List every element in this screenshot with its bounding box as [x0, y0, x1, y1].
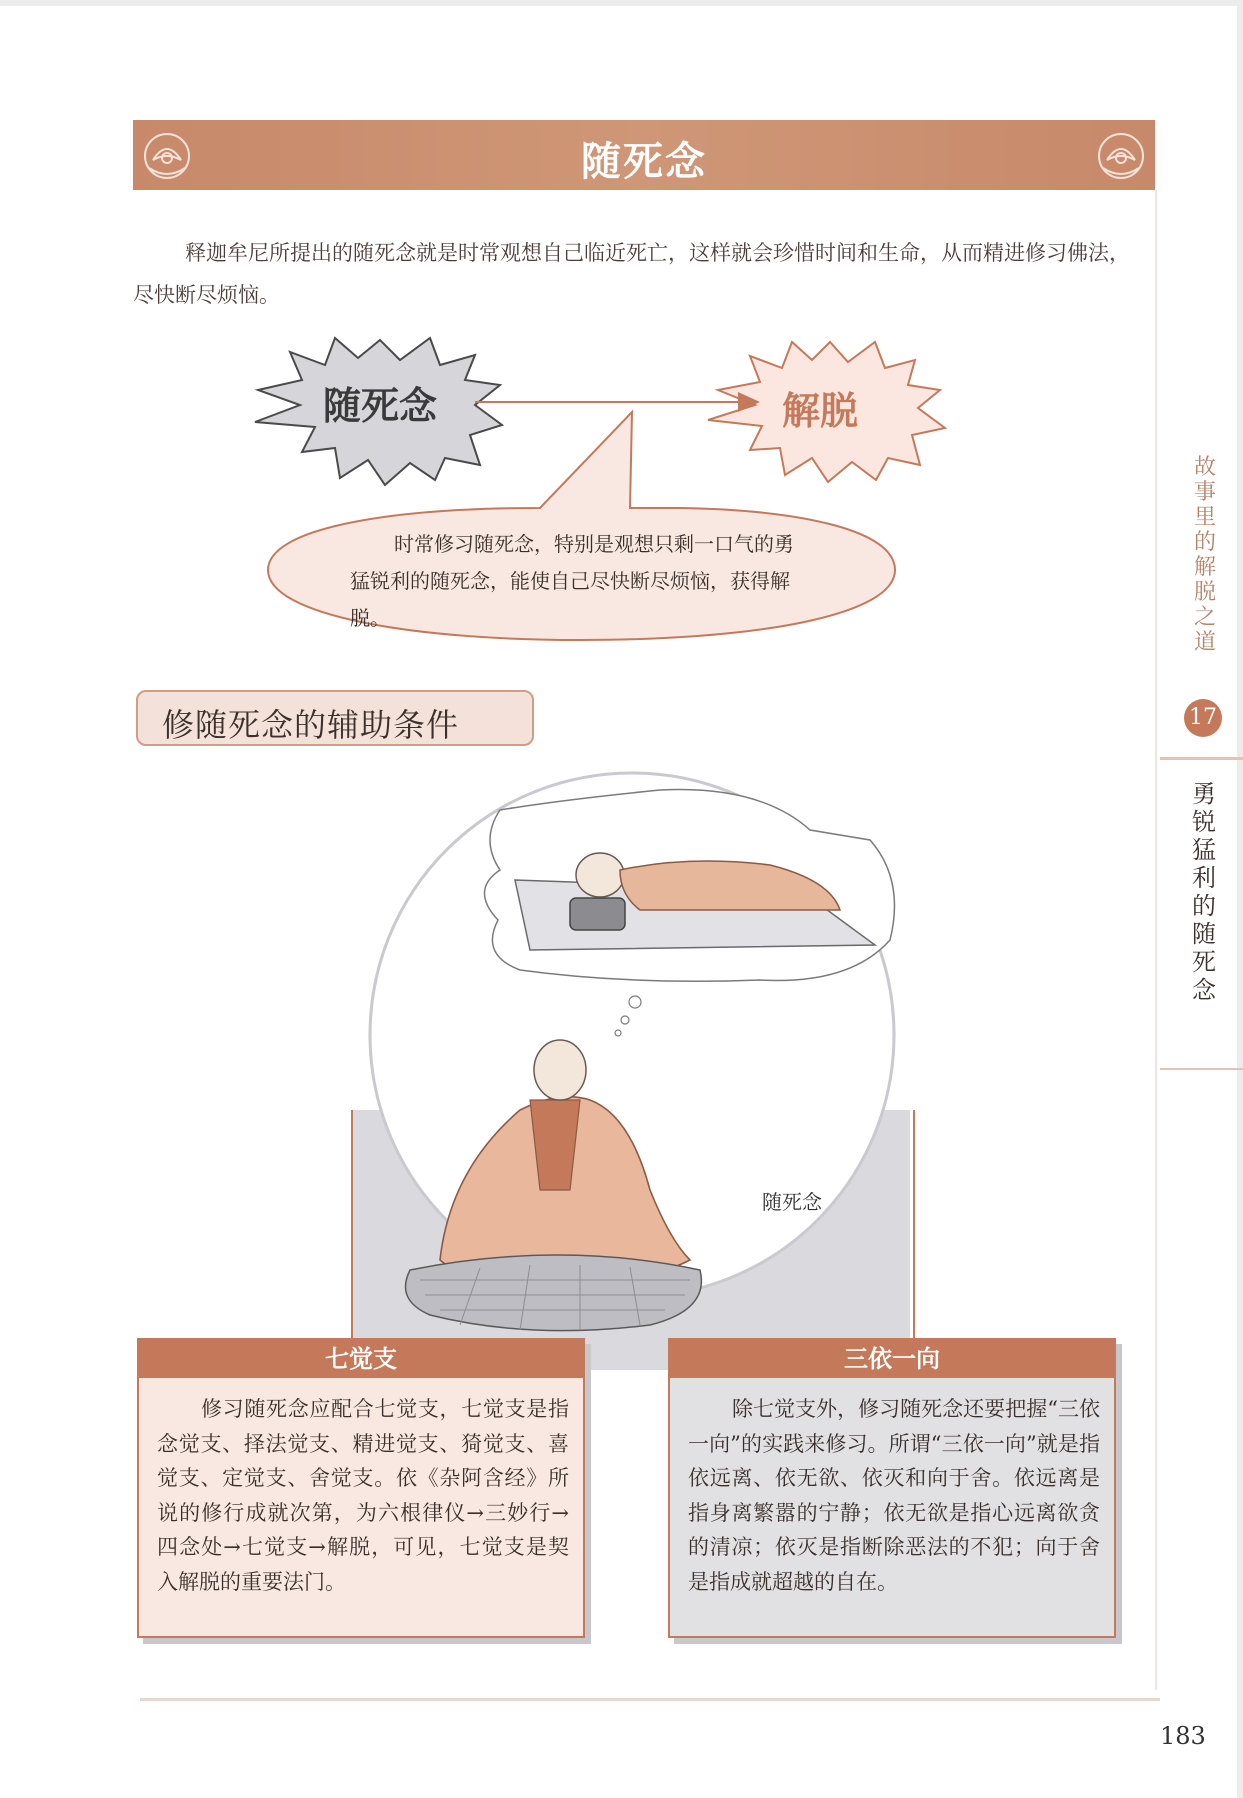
info-box-title: 七觉支 — [139, 1340, 583, 1378]
chapter-title-vertical: 故事里的解脱之道 — [1193, 455, 1216, 655]
concept-diagram — [240, 330, 1020, 670]
page-edge — [1237, 0, 1243, 1798]
page-title: 随死念 — [581, 139, 707, 185]
side-divider — [1160, 757, 1243, 760]
page-number: 183 — [1160, 1722, 1206, 1750]
illustration-graphics — [330, 770, 930, 1370]
diagram-node-source: 随死念 — [322, 384, 437, 428]
title-banner — [133, 120, 1155, 190]
info-box-body: 除七觉支外，修习随死念还要把握“三依一向”的实践来修习。所谓“三依一向”就是指依远离、依无欲、依灭和向于舍。依远离是指身离繁嚣的宁静；依无欲是指心远离欲贪的清凉；依灭是指断除恶法的不犯；向于舍是指成就超越的自在。 — [688, 1397, 1100, 1594]
intro-paragraph: 释迦牟尼所提出的随死念就是时常观想自己临近死亡，这样就会珍惜时间和生命，从而精进修习佛法，尽快断尽烦恼。 — [133, 241, 1130, 307]
section-heading-text: 修随死念的辅助条件 — [162, 706, 460, 744]
diagram-node-target: 解脱 — [781, 389, 858, 433]
info-box-seven-factors — [137, 1338, 585, 1638]
chapter-number-badge: 17 — [1184, 699, 1222, 737]
info-box-three-reliances — [668, 1338, 1116, 1638]
side-divider — [1160, 1068, 1243, 1070]
info-box-title: 三依一向 — [670, 1340, 1114, 1378]
section-title-vertical: 勇锐猛利的随死念 — [1192, 780, 1216, 1004]
section-heading — [136, 690, 534, 746]
illustration-caption: 随死念 — [762, 1190, 822, 1214]
page-edge — [0, 0, 1243, 6]
dharma-ornament-icon — [1093, 128, 1149, 184]
info-box-body: 修习随死念应配合七觉支，七觉支是指念觉支、择法觉支、精进觉支、猗觉支、喜觉支、定觉支、舍觉支。依《杂阿含经》所说的修行成就次第，为六根律仪→三妙行→四念处→七觉支→解脱，可见，七觉支是契入解脱的重要法门。 — [157, 1397, 569, 1594]
footer-divider — [140, 1698, 1160, 1701]
monk-meditation-illustration — [330, 770, 930, 1370]
bubble-note: 时常修习随死念，特别是观想只剩一口气的勇猛锐利的随死念，能使自己尽快断尽烦恼，获得解脱。 — [350, 532, 794, 630]
